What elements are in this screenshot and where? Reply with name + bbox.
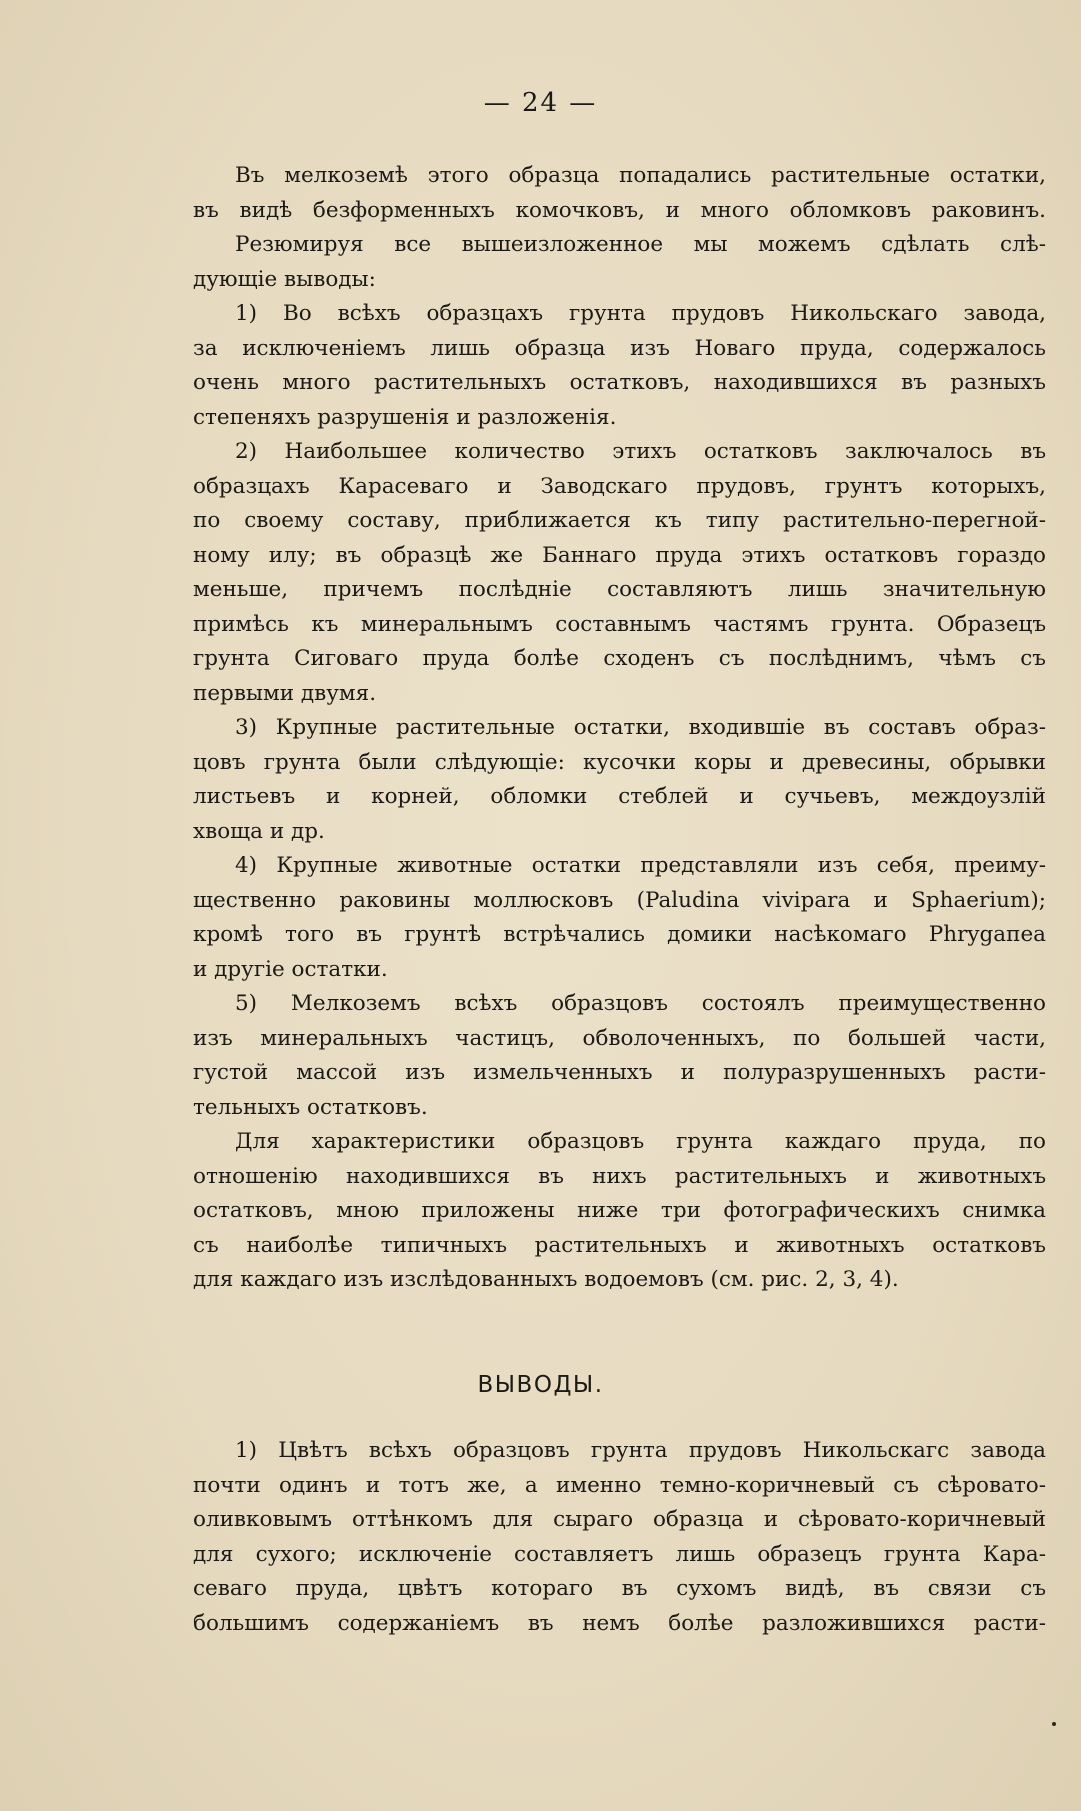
text-line: первыми двумя. xyxy=(193,680,377,706)
text-line: щественно раковины моллюсковъ (Paludina vivipara и Sphaerium); xyxy=(193,887,1046,913)
text-line: тельныхъ остатковъ. xyxy=(193,1094,428,1120)
text-line: образцахъ Карасеваго и Заводскаго прудовъ, грунтъ которыхъ, xyxy=(193,473,1046,499)
text-line: дующіе выводы: xyxy=(193,266,376,292)
text-line: за исключеніемъ лишь образца изъ Новаго пруда, содержалось xyxy=(193,335,1046,361)
text-line: Въ мелкоземѣ этого образца попадались растительные остатки, xyxy=(235,163,1046,188)
text-line: меньше, причемъ послѣдніе составляютъ лишь значительную xyxy=(193,577,1046,602)
text-line: 2) Наибольшее количество этихъ остатковъ заключалось въ xyxy=(235,439,1046,464)
page-number: — 24 — xyxy=(483,88,598,118)
text-line: съ наиболѣе типичныхъ растительныхъ и животныхъ остатковъ xyxy=(193,1232,1046,1258)
text-line: севаго пруда, цвѣтъ котораго въ сухомъ видѣ, въ связи съ xyxy=(193,1576,1046,1601)
text-line: для каждаго изъ изслѣдованныхъ водоемовъ (см. рис. 2, 3, 4). xyxy=(193,1267,899,1292)
text-line: 5) Мелкоземъ всѣхъ образцовъ состоялъ преимущественно xyxy=(235,991,1046,1016)
text-line: оливковымъ оттѣнкомъ для сыраго образца и сѣровато-коричневый xyxy=(193,1507,1046,1532)
text-line: большимъ содержаніемъ въ немъ болѣе разложившихся расти- xyxy=(193,1610,1046,1636)
text-line: 4) Крупные животные остатки представляли изъ себя, преиму- xyxy=(235,853,1046,878)
text-line: въ видѣ безформенныхъ комочковъ, и много обломковъ раковинъ. xyxy=(193,197,1046,223)
text-line: Для характеристики образцовъ грунта каждаго пруда, по xyxy=(235,1129,1046,1154)
text-line: густой массой изъ измельченныхъ и полуразрушенныхъ расти- xyxy=(193,1060,1046,1085)
text-line: отношенію находившихся въ нихъ растительныхъ и животныхъ xyxy=(193,1163,1046,1189)
body-text-section-1 xyxy=(193,159,1046,1298)
text-line: 3) Крупные растительные остатки, входившіе въ составъ образ- xyxy=(235,715,1046,740)
text-line: для сухого; исключеніе составляетъ лишь образецъ грунта Кара- xyxy=(193,1541,1046,1567)
text-line: и другіе остатки. xyxy=(193,956,388,982)
text-line: примѣсь къ минеральнымъ составнымъ частямъ грунта. Образецъ xyxy=(193,611,1046,637)
text-line: кромѣ того въ грунтѣ встрѣчались домики насѣкомаго Phrygапеа xyxy=(193,922,1046,947)
text-line: ному илу; въ образцѣ же Баннаго пруда этихъ остатковъ гораздо xyxy=(193,542,1046,568)
text-line: 1) Цвѣтъ всѣхъ образцовъ грунта прудовъ Никольскагс завода xyxy=(235,1438,1046,1463)
text-line: очень много растительныхъ остатковъ, находившихся въ разныхъ xyxy=(193,370,1046,395)
text-line: хвоща и др. xyxy=(193,818,325,844)
text-line: по своему составу, приближается къ типу растительно-перегной- xyxy=(193,508,1046,533)
section-heading: ВЫВОДЫ. xyxy=(477,1372,604,1398)
page-speck xyxy=(1052,1722,1056,1726)
text-line: остатковъ, мною приложены ниже три фотографическихъ снимка xyxy=(193,1198,1046,1223)
text-line: 1) Во всѣхъ образцахъ грунта прудовъ Никольскаго завода, xyxy=(235,301,1046,326)
text-line: почти одинъ и тотъ же, а именно темно-коричневый съ сѣровато- xyxy=(193,1472,1046,1498)
text-line: изъ минеральныхъ частицъ, обволоченныхъ, по большей части, xyxy=(193,1025,1046,1051)
text-line: цовъ грунта были слѣдующіе: кусочки коры и древесины, обрывки xyxy=(193,749,1046,775)
text-line: Резюмируя все вышеизложенное мы можемъ сдѣлать слѣ- xyxy=(235,232,1046,257)
text-line: грунта Сиговаго пруда болѣе сходенъ съ послѣднимъ, чѣмъ съ xyxy=(193,646,1046,671)
text-line: степеняхъ разрушенія и разложенія. xyxy=(193,404,617,430)
body-text-section-2 xyxy=(193,1434,1046,1641)
text-line: листьевъ и корней, обломки стеблей и сучьевъ, междоузлій xyxy=(193,784,1046,809)
